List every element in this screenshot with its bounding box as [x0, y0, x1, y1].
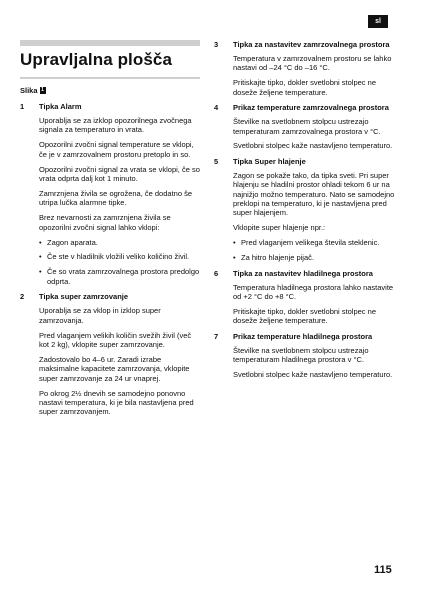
- bullet-item: [39, 238, 200, 247]
- figure-number-box: 1: [41, 87, 44, 93]
- section-2: [20, 292, 200, 417]
- section-heading-text: Tipka super zamrzovanje: [39, 292, 129, 302]
- paragraph: Uporablja se za izklop opozorilnega zvočnega signala za temperaturo in vrata.: [39, 116, 192, 135]
- paragraph: Temperatura v zamrzovalnem prostoru se lahko nastavi od –24 °C do –16 °C.: [233, 54, 392, 73]
- title-bottom-rule: [20, 77, 200, 79]
- section-heading-text: Tipka za nastavitev hladilnega prostora: [233, 268, 373, 278]
- section-heading: [20, 292, 200, 301]
- page-number: 115: [374, 564, 392, 576]
- bullet-marker: •: [233, 238, 236, 248]
- section-heading: [214, 332, 400, 341]
- section-heading: [214, 157, 400, 166]
- section-3: [214, 40, 400, 97]
- bullet-item: [39, 252, 200, 261]
- paragraph: Številke na svetlobnem stolpcu ustrezajo temperaturam zamrzovalnega prostora v °C.: [233, 117, 381, 136]
- paragraph: Vklopite super hlajenje npr.:: [233, 223, 326, 233]
- section-number: 3: [214, 40, 219, 49]
- section-5: [214, 157, 400, 263]
- right-column: [214, 40, 400, 385]
- bullet-item: [233, 253, 400, 262]
- bullet-marker: •: [39, 252, 42, 262]
- section-heading-text: Prikaz temperature hladilnega prostora: [233, 331, 373, 341]
- left-sections: [20, 102, 200, 417]
- right-sections: [214, 40, 400, 379]
- paragraph: Številke na svetlobnem stolpcu ustrezajo temperaturam hladilnega prostora v °C.: [233, 345, 369, 365]
- section-heading-text: Tipka za nastavitev zamrzovalnega prostora: [233, 40, 390, 49]
- paragraph: Opozorilni zvočni signal za vrata se vklopi, če so vrata odprta dalj kot 1 minuto.: [39, 164, 200, 184]
- section-heading: [214, 269, 400, 278]
- left-column: [20, 40, 200, 423]
- section-1: [20, 102, 200, 286]
- section-number: 6: [214, 268, 219, 278]
- paragraph: Zamrznjena živila se ogrožena, če dodatno še utripa lučka alarmne tipke.: [39, 188, 193, 208]
- paragraph: Zadostovalo bo 4–6 ur. Zaradi izrabe maksimalne kapacitete zamrzovanja, vklopite super zamrzovanje za 24 ur vnaprej.: [39, 354, 190, 383]
- section-heading-text: Tipka Super hlajenje: [233, 156, 306, 166]
- section-heading-text: Tipka Alarm: [39, 102, 82, 111]
- section-number: 2: [20, 292, 25, 302]
- bullet-text: Za hitro hlajenje pijač.: [241, 253, 314, 263]
- bullet-marker: •: [39, 267, 42, 277]
- section-4: [214, 103, 400, 151]
- paragraph: Pritiskajte tipko, dokler svetlobni stolpec ne doseže željene temperature.: [233, 306, 376, 326]
- paragraph: Zagon se pokaže tako, da tipka sveti. Pri super hlajenju se hladilni prostor ohladi tekom 6 ur na najnižjo možno temperaturo. Nato se samodejno preklopi na temperaturo, ki je nastavljena pred super hlajenjem.: [233, 170, 395, 218]
- paragraph: Po okrog 2½ dnevih se samodejno ponovno nastavi temperatura, ki je bila nastavljena pred super zamrzovanjem.: [39, 388, 194, 417]
- section-6: [214, 269, 400, 326]
- bullet-marker: •: [233, 253, 236, 263]
- title-top-rule: [20, 40, 200, 46]
- section-number: 1: [20, 102, 25, 111]
- section-heading: [214, 103, 400, 112]
- paragraph: Temperatura hladilnega prostora lahko nastavite od +2 °C do +8 °C.: [233, 282, 394, 301]
- language-tab: sl: [368, 15, 388, 28]
- bullet-text: Če ste v hladilnik vložili veliko količino živil.: [47, 252, 190, 262]
- section-heading-text: Prikaz temperature zamrzovalnega prostora: [233, 103, 389, 113]
- bullet-list: [39, 238, 200, 287]
- paragraph: Svetlobni stolpec kaže nastavljeno temperaturo.: [233, 370, 393, 380]
- paragraph: Brez nevarnosti za zamrznjena živila se opozorilni zvočni signal lahko vklopi:: [39, 213, 171, 232]
- section-number: 4: [214, 103, 219, 113]
- section-number: 7: [214, 331, 219, 341]
- page-title: Upravljalna plošča: [20, 50, 173, 69]
- bullet-text: Pred vlaganjem velikega števila steklenic.: [241, 238, 380, 248]
- bullet-marker: •: [39, 237, 42, 247]
- paragraph: Svetlobni stolpec kaže nastavljeno temperaturo.: [233, 141, 393, 151]
- section-heading: [20, 102, 200, 111]
- paragraph: Pred vlaganjem velikih količin svežih živil (več kot 2 kg), vklopite super zamrzovanje.: [39, 330, 192, 349]
- paragraph: Opozorilni zvočni signal temperature se vklopi, če je v zamrzovalnem prostoru pretoplo in so.: [39, 140, 194, 159]
- section-heading: [214, 40, 400, 49]
- figure-label: Slika: [20, 86, 38, 95]
- bullet-item: [233, 238, 400, 247]
- section-7: [214, 332, 400, 380]
- bullet-list: [233, 238, 400, 262]
- bullet-text: Če so vrata zamrzovalnega prostora predolgo odprta.: [47, 267, 200, 286]
- bullet-text: Zagon aparata.: [47, 237, 98, 247]
- paragraph: Uporablja se za vklop in izklop super zamrzovanja.: [39, 306, 161, 325]
- section-number: 5: [214, 156, 219, 166]
- figure-reference: [20, 86, 200, 95]
- bullet-item: [39, 267, 200, 286]
- paragraph: Pritiskajte tipko, dokler svetlobni stolpec ne doseže željene temperature.: [233, 78, 376, 97]
